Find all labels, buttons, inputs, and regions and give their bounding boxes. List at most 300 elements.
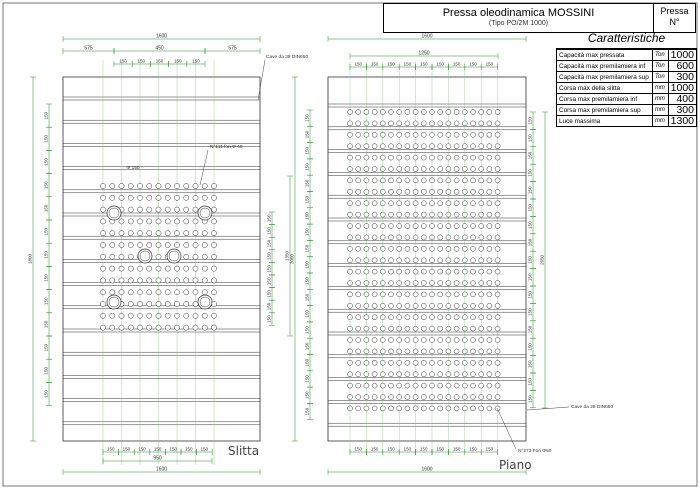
piano-hole (438, 315, 443, 320)
slitta-hole (137, 231, 142, 236)
piano-hole (380, 406, 385, 411)
piano-hole (421, 144, 426, 149)
piano-hole (356, 258, 361, 263)
spec-unit: mm (652, 94, 668, 105)
piano-hole (446, 292, 451, 297)
dimension-label: 150 (266, 214, 272, 223)
piano-hole (413, 224, 418, 229)
piano-hole (413, 406, 418, 411)
dimension-label: 150 (527, 203, 533, 212)
slitta-hole (193, 242, 198, 247)
piano-hole (471, 281, 476, 286)
piano-hole (495, 178, 500, 183)
piano-hole (430, 144, 435, 149)
piano-hole (487, 132, 492, 137)
slitta-hole (119, 313, 124, 318)
piano-hole (356, 246, 361, 251)
piano-hole (380, 258, 385, 263)
piano-hole (487, 349, 492, 354)
dimension-label: 150 (527, 169, 533, 177)
piano-hole (462, 258, 467, 263)
spec-unit: Ton (652, 61, 668, 72)
piano-hole (372, 121, 377, 126)
piano-hole (421, 201, 426, 206)
piano-hole (364, 155, 369, 160)
piano-hole (356, 338, 361, 343)
piano-hole (397, 303, 402, 308)
dimension-label: 150 (304, 261, 310, 269)
piano-hole (405, 315, 410, 320)
piano-hole (438, 132, 443, 137)
piano-hole (438, 189, 443, 194)
piano-hole (495, 201, 500, 206)
dimension-label: 1600 (155, 33, 168, 40)
piano-hole (446, 155, 451, 160)
slitta-hole (137, 207, 142, 212)
piano-hole (421, 349, 426, 354)
dimension-label: 150 (304, 277, 310, 285)
piano-hole (438, 303, 443, 308)
piano-hole (405, 167, 410, 172)
slitta-hole (156, 195, 161, 200)
leader-line (200, 150, 208, 185)
slitta-hole (137, 219, 142, 224)
piano-hole (438, 110, 443, 115)
piano-hole (405, 155, 410, 160)
piano-hole (462, 406, 467, 411)
piano-hole (364, 338, 369, 343)
slitta-hole (165, 183, 170, 188)
piano-hole (495, 110, 500, 115)
slitta-hole (156, 231, 161, 236)
piano-hole (446, 235, 451, 240)
slitta-hole (156, 325, 161, 330)
dimension-label: 150 (304, 163, 310, 171)
piano-hole (430, 167, 435, 172)
piano-hole (454, 372, 459, 377)
slitta-hole (202, 313, 207, 318)
piano-hole (462, 167, 467, 172)
slitta-hole (165, 290, 170, 295)
piano-hole (372, 349, 377, 354)
slitta-hole (110, 313, 115, 318)
piano-hole (389, 395, 394, 400)
piano-hole (364, 406, 369, 411)
piano-hole (413, 315, 418, 320)
piano-hole (356, 167, 361, 172)
spec-label: Luce massima (557, 116, 653, 127)
slitta-hole (165, 313, 170, 318)
piano-hole (348, 178, 353, 183)
piano-hole (421, 326, 426, 331)
piano-hole (430, 349, 435, 354)
piano-hole (356, 132, 361, 137)
piano-hole (364, 372, 369, 377)
slitta-hole (100, 325, 105, 330)
slitta-hole (128, 231, 133, 236)
piano-hole (479, 360, 484, 365)
piano-hole (421, 395, 426, 400)
slitta-hole (137, 278, 142, 283)
dimension-label: 150 (387, 446, 395, 452)
spec-label: Corsa max premilamiera inf (557, 94, 653, 105)
slitta-hole (147, 325, 152, 330)
piano-hole (471, 292, 476, 297)
dimension-label: 150 (354, 446, 362, 452)
slitta-hole (174, 313, 179, 318)
piano-hole (446, 189, 451, 194)
piano-hole (405, 406, 410, 411)
piano-hole (487, 315, 492, 320)
slitta-hole (165, 325, 170, 330)
number-label: N° (669, 17, 680, 27)
slitta-hole (137, 290, 142, 295)
diameter-note: Φ 150 (126, 166, 140, 171)
piano-hole (421, 406, 426, 411)
piano-hole (364, 246, 369, 251)
piano-hole (430, 189, 435, 194)
piano-hole (348, 201, 353, 206)
piano-hole (421, 121, 426, 126)
piano-hole (421, 110, 426, 115)
dimension-label: 150 (266, 264, 272, 273)
piano-hole (380, 292, 385, 297)
piano-hole (421, 258, 426, 263)
slitta-hole (184, 254, 189, 259)
slitta-hole (110, 195, 115, 200)
piano-hole (372, 167, 377, 172)
dimension-label: 150 (452, 446, 461, 452)
dimension-label: 150 (43, 297, 49, 305)
piano-hole (380, 110, 385, 115)
slitta-hole (156, 219, 161, 224)
piano-hole (471, 360, 476, 365)
piano-hole (487, 189, 492, 194)
piano-hole (438, 258, 443, 263)
dimension-label: 150 (527, 134, 533, 142)
piano-hole (479, 121, 484, 126)
slitta-hole (100, 207, 105, 212)
piano-hole (405, 201, 410, 206)
piano-hole (430, 224, 435, 229)
slitta-hole (119, 231, 124, 236)
piano-hole (471, 155, 476, 160)
slitta-plate (63, 77, 260, 441)
piano-hole (380, 281, 385, 286)
slitta-hole (174, 219, 179, 224)
slitta-hole (128, 301, 133, 306)
slitta-hole (147, 290, 152, 295)
dimension-label: 1800 (27, 253, 33, 265)
dimension-label: 150 (527, 256, 533, 264)
piano-hole (405, 292, 410, 297)
piano-hole (356, 303, 361, 308)
piano-hole (446, 167, 451, 172)
piano-hole (397, 349, 402, 354)
dimension-label: 150 (387, 61, 395, 67)
dimension-label: 150 (304, 212, 310, 220)
piano-hole (380, 224, 385, 229)
slitta-hole (100, 254, 105, 259)
piano-hole (380, 132, 385, 137)
piano-hole (356, 212, 361, 217)
dimension-label: 2650 (539, 254, 545, 266)
piano-hole (405, 383, 410, 388)
piano-hole (454, 167, 459, 172)
piano-hole (487, 258, 492, 263)
slitta-hole (174, 325, 179, 330)
piano-hole (405, 189, 410, 194)
piano-hole (471, 167, 476, 172)
piano-hole (446, 269, 451, 274)
piano-hole (364, 235, 369, 240)
leader-line (497, 408, 516, 449)
slitta-hole (211, 278, 216, 283)
piano-hole (380, 395, 385, 400)
dimension-label: 150 (266, 252, 272, 260)
dimension-label: 150 (436, 61, 444, 67)
piano-hole (462, 292, 467, 297)
piano-hole (380, 167, 385, 172)
piano-hole (430, 269, 435, 274)
slitta-hole (128, 207, 133, 212)
piano-hole (462, 315, 467, 320)
piano-hole (479, 315, 484, 320)
dimension-label: 150 (420, 446, 428, 452)
slitta-hole (202, 242, 207, 247)
dimension-label: 150 (527, 151, 533, 160)
dimension-label: 575 (84, 45, 93, 52)
piano-hole (471, 372, 476, 377)
piano-hole (462, 303, 467, 308)
piano-hole (413, 110, 418, 115)
piano-hole (413, 235, 418, 240)
piano-hole (471, 235, 476, 240)
slitta-hole (165, 219, 170, 224)
slitta-hole (156, 278, 161, 283)
piano-hole (405, 246, 410, 251)
piano-hole (372, 178, 377, 183)
piano-hole (454, 292, 459, 297)
dimension-label: 150 (485, 446, 494, 452)
piano-hole (397, 167, 402, 172)
slitta-hole (100, 183, 105, 188)
piano-hole (462, 395, 467, 400)
piano-hole (495, 167, 500, 172)
slitta-hole (110, 266, 115, 271)
piano-hole (495, 224, 500, 229)
spec-row (557, 116, 697, 127)
dimension-label: 150 (192, 58, 200, 64)
slitta-hole (156, 183, 161, 188)
piano-hole (380, 326, 385, 331)
piano-hole (462, 132, 467, 137)
piano-hole (479, 235, 484, 240)
slitta-hole (193, 290, 198, 295)
slitta-hole (110, 290, 115, 295)
piano-hole (372, 395, 377, 400)
piano-hole (397, 201, 402, 206)
spec-label: Capacità max pressata (557, 50, 653, 61)
piano-hole (389, 144, 394, 149)
spec-value: 600 (668, 61, 696, 72)
slitta-hole (110, 325, 115, 330)
dimension-label: 150 (527, 238, 533, 247)
piano-hole (389, 178, 394, 183)
slot-note: Cave da 28 DIN650 (266, 55, 309, 60)
piano-hole (397, 132, 402, 137)
piano-hole (405, 144, 410, 149)
slitta-hole (174, 231, 179, 236)
dimension-label: 150 (304, 114, 310, 122)
slitta-hole (193, 254, 198, 259)
piano-hole (348, 303, 353, 308)
slitta-hole (193, 195, 198, 200)
slitta-hole (174, 195, 179, 200)
piano-hole (495, 395, 500, 400)
piano-hole (438, 178, 443, 183)
piano-hole (380, 315, 385, 320)
dimension-label: 150 (304, 358, 310, 367)
piano-hole (487, 303, 492, 308)
dimension-label: 150 (304, 244, 310, 253)
dimension-label: 150 (43, 135, 49, 143)
piano-hole (372, 372, 377, 377)
piano-hole (364, 258, 369, 263)
piano-hole (356, 155, 361, 160)
piano-hole (356, 110, 361, 115)
dimension-label: 150 (43, 274, 49, 282)
slitta-hole (193, 207, 198, 212)
piano-hole (372, 235, 377, 240)
piano-hole (348, 269, 353, 274)
piano-hole (487, 269, 492, 274)
spec-label: Corsa max della slitta (557, 83, 653, 94)
leader-line (258, 60, 265, 100)
piano-hole (397, 315, 402, 320)
piano-hole (356, 349, 361, 354)
piano-hole (438, 383, 443, 388)
slitta-hole (119, 266, 124, 271)
piano-hole (397, 246, 402, 251)
piano-hole (454, 212, 459, 217)
piano-hole (430, 110, 435, 115)
slitta-hole (147, 195, 152, 200)
dimension-label: 150 (304, 342, 310, 351)
piano-hole (372, 281, 377, 286)
slitta-hole (100, 266, 105, 271)
slitta-hole (184, 195, 189, 200)
dimension-label: 150 (200, 446, 209, 452)
piano-hole (389, 383, 394, 388)
slitta-hole (156, 242, 161, 247)
piano-hole (487, 155, 492, 160)
dimension-label: 150 (266, 302, 272, 311)
piano-hole (430, 338, 435, 343)
slitta-hole (174, 242, 179, 247)
piano-hole (421, 246, 426, 251)
piano-hole (487, 406, 492, 411)
piano-hole (430, 395, 435, 400)
dimension-label: 150 (485, 61, 494, 67)
piano-hole (438, 201, 443, 206)
slitta-hole (165, 266, 170, 271)
spec-row (557, 105, 697, 116)
piano-hole (479, 167, 484, 172)
slitta-hole (202, 266, 207, 271)
piano-hole (421, 292, 426, 297)
slitta-hole (147, 242, 152, 247)
slitta-hole (137, 183, 142, 188)
slitta-hole (119, 254, 124, 259)
dimension-label: 150 (304, 375, 310, 383)
slitta-hole (193, 301, 198, 306)
piano-hole (405, 224, 410, 229)
dimension-label: 150 (527, 360, 533, 369)
piano-hole (438, 349, 443, 354)
piano-hole (430, 303, 435, 308)
piano-hole (356, 281, 361, 286)
piano-hole (479, 155, 484, 160)
piano-hole (397, 212, 402, 217)
piano-hole (462, 189, 467, 194)
piano-hole (462, 360, 467, 365)
dimension-label: 150 (137, 58, 146, 64)
dimension-label: 3000 (289, 253, 295, 265)
piano-hole (348, 315, 353, 320)
slitta-hole (119, 278, 124, 283)
slitta-hole (147, 183, 152, 188)
piano-hole (454, 303, 459, 308)
piano-hole (348, 212, 353, 217)
piano-hole (389, 212, 394, 217)
spec-value: 1300 (668, 116, 696, 127)
piano-hole (495, 269, 500, 274)
piano-hole (479, 189, 484, 194)
piano-hole (413, 155, 418, 160)
slitta-hole (110, 231, 115, 236)
piano-hole (348, 235, 353, 240)
slitta-hole (110, 242, 115, 247)
piano-hole (471, 189, 476, 194)
piano-hole (389, 201, 394, 206)
piano-hole (348, 132, 353, 137)
piano-hole (397, 189, 402, 194)
slitta-hole (202, 254, 207, 259)
piano-hole (471, 224, 476, 229)
spec-row (557, 50, 697, 61)
dimension-label: 150 (527, 290, 533, 299)
piano-hole (471, 326, 476, 331)
piano-hole (389, 110, 394, 115)
piano-hole (421, 315, 426, 320)
piano-hole (471, 406, 476, 411)
dimension-label: 150 (304, 195, 310, 204)
piano-hole (413, 246, 418, 251)
piano-hole (364, 132, 369, 137)
piano-hole (364, 224, 369, 229)
piano-hole (380, 201, 385, 206)
dimension-label: 150 (304, 146, 310, 155)
piano-hole (479, 395, 484, 400)
piano-hole (421, 212, 426, 217)
piano-hole (348, 406, 353, 411)
piano-hole (438, 212, 443, 217)
piano-hole (397, 144, 402, 149)
piano-hole (446, 110, 451, 115)
piano-hole (405, 269, 410, 274)
dimension-label: 150 (527, 395, 533, 403)
